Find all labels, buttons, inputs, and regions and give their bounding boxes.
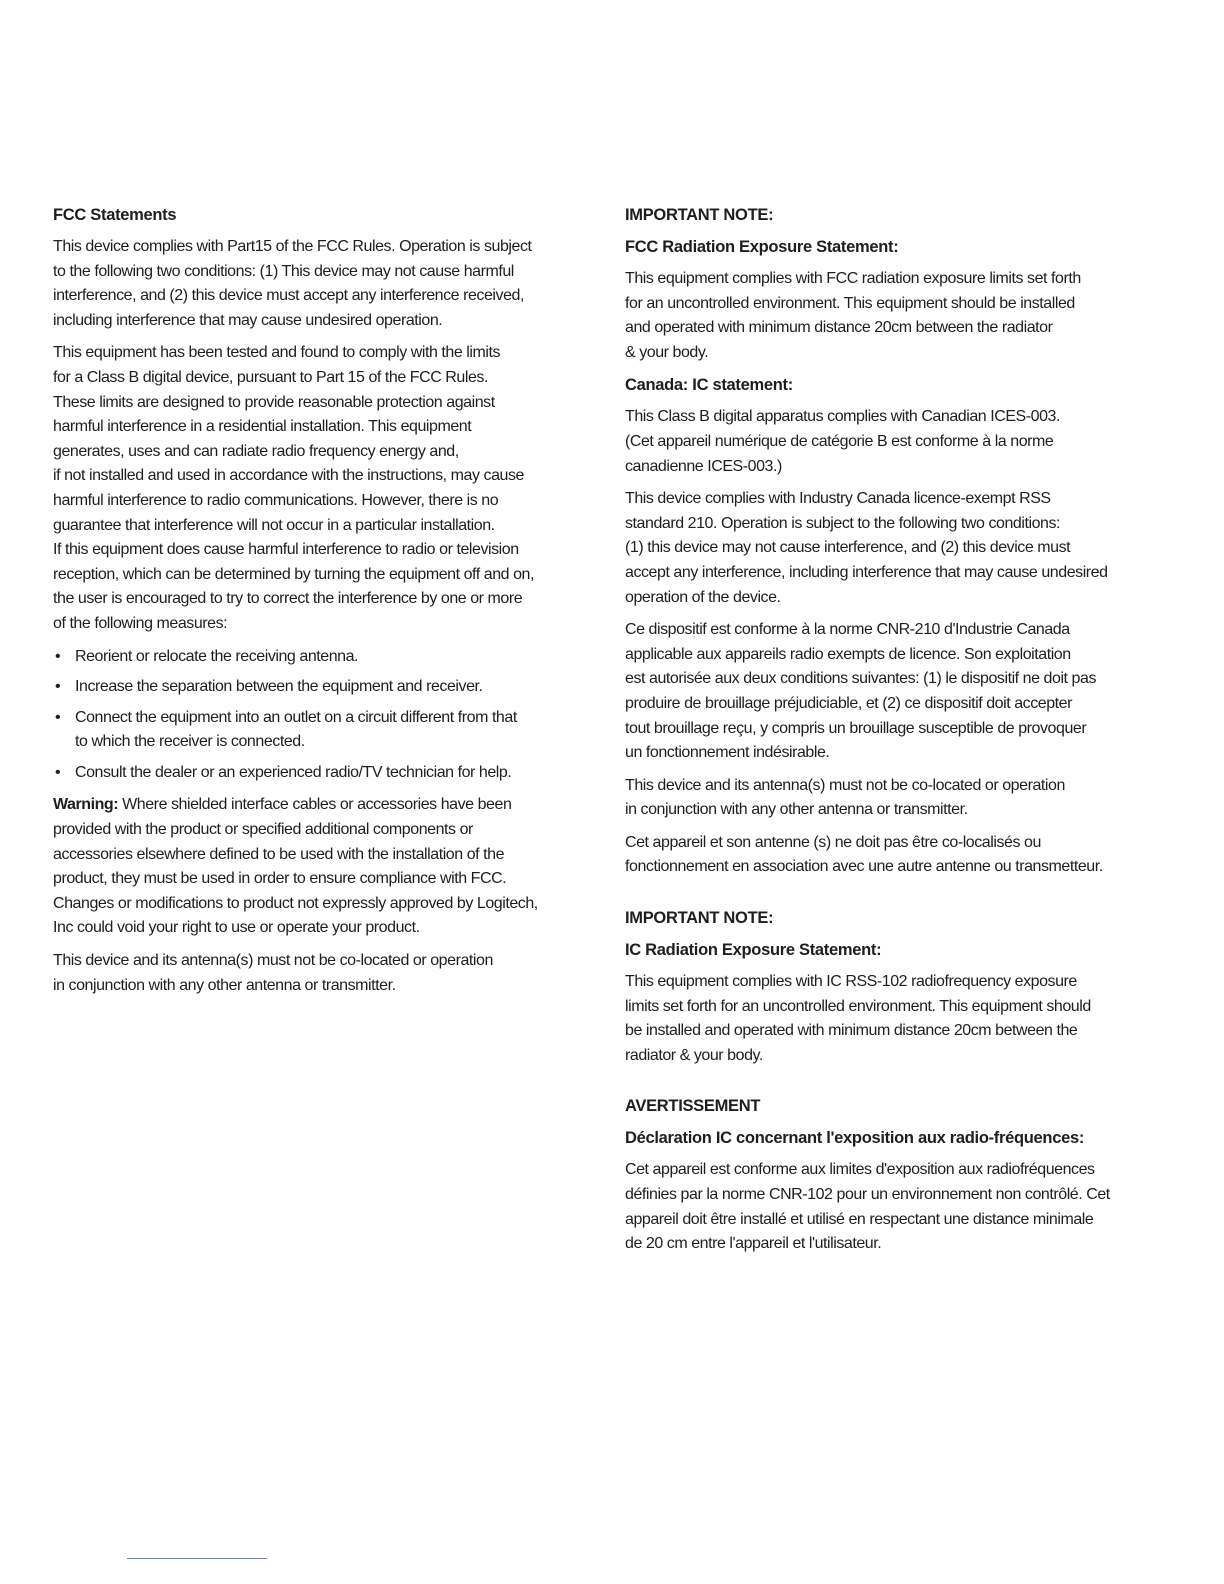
text-line: if not installed and used in accordance with the instructions, may cause xyxy=(53,467,524,485)
ic-radiation-heading: IC Radiation Exposure Statement: xyxy=(625,941,882,960)
text-line: (1) this device may not cause interference, and (2) this device must xyxy=(625,539,1071,557)
text-line: Changes or modifications to product not expressly approved by Logitech, xyxy=(53,894,538,912)
text-line: applicable aux appareils radio exempts de licence. Son exploitation xyxy=(625,645,1071,663)
important-note-heading-2: IMPORTANT NOTE: xyxy=(625,909,774,928)
colocation-en-paragraph xyxy=(625,774,1170,823)
text-line: harmful interference to radio communications. However, there is no xyxy=(53,491,499,509)
declaration-paragraph xyxy=(625,1158,1170,1256)
list-item xyxy=(53,675,603,700)
text-line: • Consult the dealer or an experienced radio/TV technician for help. xyxy=(75,763,512,781)
text-line: including interference that may cause undesired operation. xyxy=(53,311,443,329)
spacer xyxy=(625,888,1170,906)
text-line: the user is encouraged to try to correct the interference by one or more xyxy=(53,590,523,608)
text-line: canadienne ICES-003.) xyxy=(625,457,782,475)
text-line: • Increase the separation between the equipment and receiver. xyxy=(75,678,483,696)
text-line xyxy=(53,793,603,818)
canada-ic-heading: Canada: IC statement: xyxy=(625,376,793,395)
text-line: un fonctionnement indésirable. xyxy=(625,744,830,762)
text-line: harmful interference in a residential installation. This equipment xyxy=(53,418,472,436)
text-line: Cet appareil et son antenne (s) ne doit pas être co-localisés ou xyxy=(625,833,1041,851)
text-line: These limits are designed to provide reasonable protection against xyxy=(53,393,495,411)
text-line: reception, which can be determined by turning the equipment off and on, xyxy=(53,565,534,583)
footer-rule xyxy=(127,1558,267,1559)
text-line: for a Class B digital device, pursuant to Part 15 of the FCC Rules. xyxy=(53,368,488,386)
declaration-ic-heading: Déclaration IC concernant l'exposition aux radio-fréquences: xyxy=(625,1129,1085,1148)
text-line: (Cet appareil numérique de catégorie B est conforme à la norme xyxy=(625,432,1054,450)
text-line: to the following two conditions: (1) This device may not cause harmful xyxy=(53,262,514,280)
text-line: tout brouillage reçu, y compris un brouillage susceptible de provoquer xyxy=(625,719,1087,737)
fcc-statements-heading: FCC Statements xyxy=(53,206,177,224)
text-line: limits set forth for an uncontrolled environment. This equipment should xyxy=(625,997,1091,1015)
text-line: This equipment has been tested and found to comply with the limits xyxy=(53,344,501,362)
measures-list xyxy=(53,645,603,786)
text-line: radiator & your body. xyxy=(625,1046,763,1064)
text-line: Ce dispositif est conforme à la norme CNR-210 d'Industrie Canada xyxy=(625,621,1070,639)
text-line: be installed and operated with minimum distance 20cm between the xyxy=(625,1022,1078,1040)
text-line: accept any interference, including interference that may cause undesired xyxy=(625,563,1108,581)
text-line: Where shielded interface cables or accessories have been xyxy=(118,796,512,814)
text-line: product, they must be used in order to ensure compliance with FCC. xyxy=(53,870,507,888)
list-item xyxy=(53,645,603,670)
text-line: Inc could void your right to use or operate your product. xyxy=(53,919,420,937)
text-line: provided with the product or specified additional components or xyxy=(53,821,473,839)
spacer xyxy=(625,1076,1170,1094)
text-line: interference, and (2) this device must accept any interference received, xyxy=(53,287,524,305)
colocation-paragraph xyxy=(53,949,603,998)
avertissement-heading: AVERTISSEMENT xyxy=(625,1097,761,1116)
text-line: This device complies with Part15 of the FCC Rules. Operation is subject xyxy=(53,238,532,255)
text-line: de 20 cm entre l'appareil et l'utilisateur. xyxy=(625,1235,882,1253)
text-line: & your body. xyxy=(625,343,709,361)
text-line: This Class B digital apparatus complies with Canadian ICES-003. xyxy=(625,408,1060,426)
class-b-limits-paragraph xyxy=(53,341,603,636)
list-item xyxy=(53,761,603,786)
left-column xyxy=(53,203,603,1006)
text-line: This device and its antenna(s) must not be co-located or operation xyxy=(53,952,493,970)
text-line: in conjunction with any other antenna or transmitter. xyxy=(53,976,396,994)
text-line: • Reorient or relocate the receiving antenna. xyxy=(75,647,359,665)
cnr-paragraph xyxy=(625,618,1170,766)
text-line: accessories elsewhere defined to be used with the installation of the xyxy=(53,845,505,863)
text-line: This equipment complies with FCC radiation exposure limits set forth xyxy=(625,270,1081,287)
text-line: appareil doit être installé et utilisé en respectant une distance minimale xyxy=(625,1210,1094,1228)
ic-radiation-paragraph xyxy=(625,970,1170,1068)
text-line: operation of the device. xyxy=(625,588,781,606)
list-item xyxy=(53,706,603,755)
text-line: of the following measures: xyxy=(53,614,228,632)
right-column xyxy=(625,203,1170,1265)
text-line: This equipment complies with IC RSS-102 radiofrequency exposure xyxy=(625,973,1077,991)
text-line: to which the receiver is connected. xyxy=(75,733,305,751)
text-line: If this equipment does cause harmful interference to radio or television xyxy=(53,541,519,559)
text-line: and operated with minimum distance 20cm between the radiator xyxy=(625,319,1053,337)
rss-paragraph xyxy=(625,487,1170,610)
fcc-compliance-paragraph xyxy=(53,235,603,333)
fcc-radiation-heading: FCC Radiation Exposure Statement: xyxy=(625,238,899,256)
text-line: This device complies with Industry Canada licence-exempt RSS xyxy=(625,490,1051,508)
text-line: produire de brouillage préjudiciable, et (2) ce dispositif doit accepter xyxy=(625,694,1072,712)
colocation-fr-paragraph xyxy=(625,831,1170,880)
text-line: guarantee that interference will not occur in a particular installation. xyxy=(53,516,495,534)
text-line: This device and its antenna(s) must not be co-located or operation xyxy=(625,776,1065,794)
text-line: generates, uses and can radiate radio frequency energy and, xyxy=(53,442,459,460)
ices-paragraph xyxy=(625,405,1170,479)
important-note-heading: IMPORTANT NOTE: xyxy=(625,206,774,224)
text-line: in conjunction with any other antenna or transmitter. xyxy=(625,801,968,819)
text-line: Cet appareil est conforme aux limites d'exposition aux radiofréquences xyxy=(625,1161,1095,1179)
text-line: standard 210. Operation is subject to the following two conditions: xyxy=(625,514,1061,532)
text-line: for an uncontrolled environment. This equipment should be installed xyxy=(625,294,1075,312)
warning-label: Warning: xyxy=(53,796,119,814)
fcc-radiation-paragraph xyxy=(625,267,1170,365)
text-line: fonctionnement en association avec une autre antenne ou transmetteur. xyxy=(625,858,1103,876)
text-line: définies par la norme CNR-102 pour un environnement non contrôlé. Cet xyxy=(625,1186,1110,1204)
text-line: • Connect the equipment into an outlet on a circuit different from that xyxy=(75,708,517,726)
text-line: est autorisée aux deux conditions suivantes: (1) le dispositif ne doit pas xyxy=(625,670,1096,688)
warning-paragraph xyxy=(53,793,603,941)
